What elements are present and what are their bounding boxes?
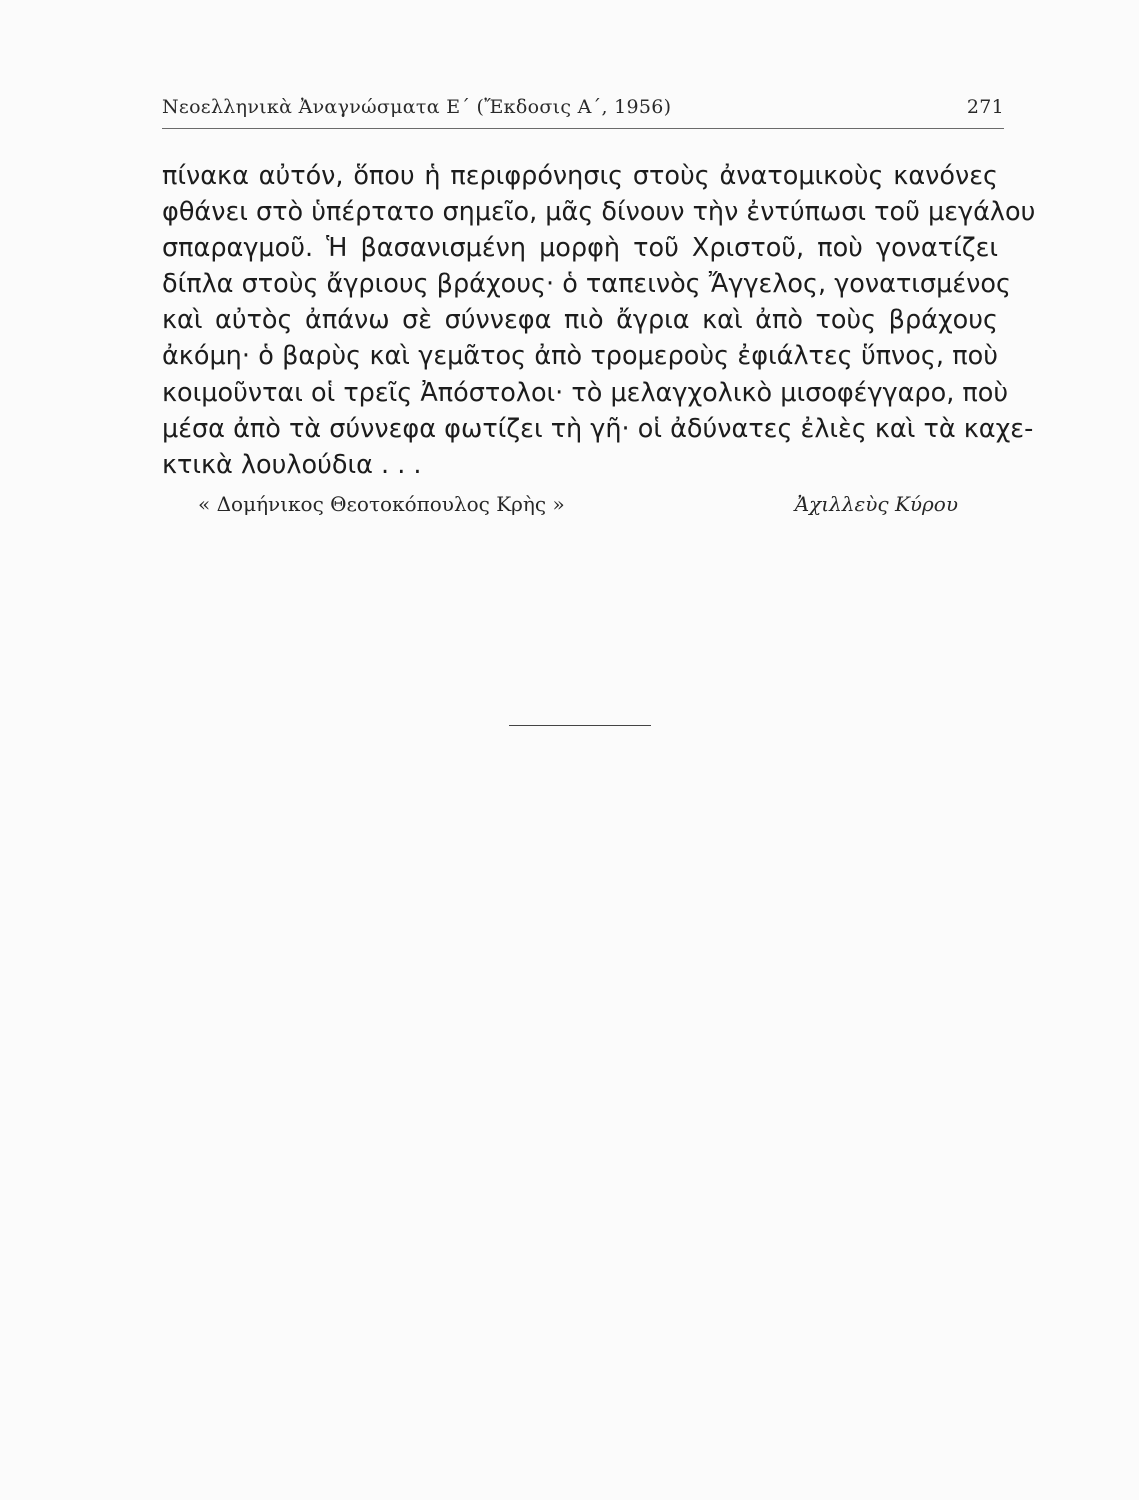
text-line: δίπλα στοὺς ἄγριους βράχους· ὁ ταπεινὸς Ἄγγελος, γονατισμένος xyxy=(162,269,1011,300)
text-line: φθάνει στὸ ὑπέρτατο σημεῖο, μᾶς δίνουν τὴν ἐντύπωσι τοῦ μεγάλου xyxy=(162,197,1036,228)
body-paragraph xyxy=(162,158,1036,483)
author-name: Ἀχιλλεὺς Κύρου xyxy=(794,492,958,516)
text-line: κτικὰ λουλούδια . . . xyxy=(162,449,422,480)
text-line: πίνακα αὐτόν, ὅπου ἡ περιφρόνησις στοὺς ἀνατομικοὺς κανόνες xyxy=(162,161,998,191)
text-line: μέσα ἀπὸ τὰ σύννεφα φωτίζει τὴ γῆ· οἱ ἀδύνατες ἐλιὲς καὶ τὰ καχε- xyxy=(162,413,1034,444)
end-divider xyxy=(509,725,651,726)
attribution xyxy=(198,492,958,522)
source-title: « Δομήνικος Θεοτοκόπουλος Κρὴς » xyxy=(198,492,565,516)
running-header xyxy=(162,96,1004,126)
text-line: ἀκόμη· ὁ βαρὺς καὶ γεμᾶτος ἀπὸ τρομεροὺς ἐφιάλτες ὕπνος, ποὺ xyxy=(162,341,998,372)
text-line: σπαραγμοῦ. Ἡ βασανισμένη μορφὴ τοῦ Χριστοῦ, ποὺ γονατίζει xyxy=(162,233,998,264)
text-line: κοιμοῦνται οἱ τρεῖς Ἀπόστολοι· τὸ μελαγχολικὸ μισοφέγγαρο, ποὺ xyxy=(162,377,1009,408)
page-number: 271 xyxy=(966,96,1004,118)
header-rule xyxy=(162,128,1004,129)
header-title: Νεοελληνικὰ Ἀναγνώσματα Ε΄ (Ἔκδοσις Α΄, 1956) xyxy=(162,96,672,118)
text-line: καὶ αὐτὸς ἀπάνω σὲ σύννεφα πιὸ ἄγρια καὶ ἀπὸ τοὺς βράχους xyxy=(162,305,998,336)
